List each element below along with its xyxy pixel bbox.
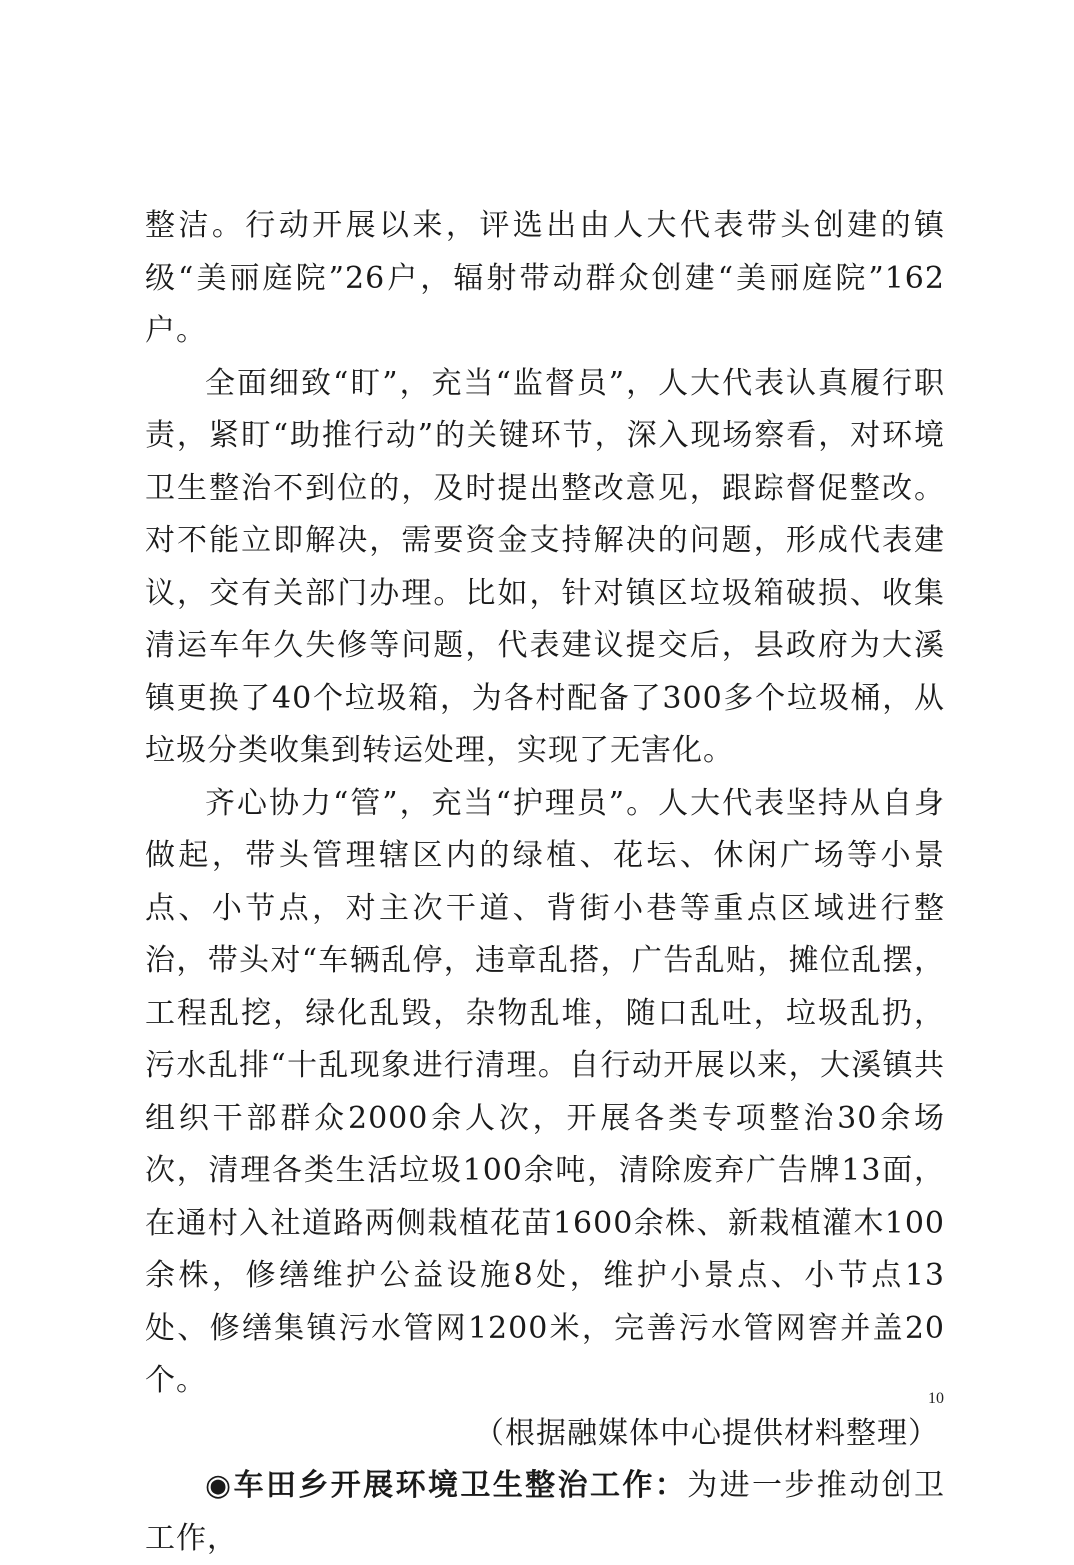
source-note: （根据融媒体中心提供材料整理）	[474, 1415, 939, 1451]
page-number: 10	[928, 1390, 944, 1407]
section-paragraph	[145, 1460, 945, 1565]
paragraph-1: 整洁。行动开展以来，评选出由人大代表带头创建的镇级“美丽庭院”26户，辐射带动群众创建“美丽庭院”162户。	[145, 208, 945, 348]
bullet-icon: ◉	[205, 1468, 234, 1503]
section-text: 为进一步推动创卫工作，	[145, 1468, 945, 1556]
paragraph-3: 齐心协力“管”，充当“护理员”。人大代表坚持从自身做起，带头管理辖区内的绿植、花坛、休闲广场等小景点、小节点，对主次干道、背街小巷等重点区域进行整治，带头对“车辆乱停，违章乱搭，广告乱贴，摊位乱摆，工程乱挖，绿化乱毁，杂物乱堆，随口乱吐，垃圾乱扔，污水乱排“十乱现象进行清理。自行动开展以来，大溪镇共组织干部群众2000余人次，开展各类专项整治30余场次，清理各类生活垃圾100余吨，清除废弃广告牌13面，在通村入社道路两侧栽植花苗1600余株、新栽植灌木100余株，修缮维护公益设施8处，维护小景点、小节点13处、修缮集镇污水管网1200米，完善污水管网窖并盖20个。	[145, 785, 945, 1398]
body-text	[145, 200, 945, 1565]
section-heading: 车田乡开展环境卫生整治工作：	[233, 1468, 688, 1503]
paragraph-2: 全面细致“盯”，充当“监督员”，人大代表认真履行职责，紧盯“助推行动”的关键环节，深入现场察看，对环境卫生整治不到位的，及时提出整改意见，跟踪督促整改。对不能立即解决，需要资金支持解决的问题，形成代表建议，交有关部门办理。比如，针对镇区垃圾箱破损、收集清运车年久失修等问题，代表建议提交后，县政府为大溪镇更换了40个垃圾箱，为各村配备了300多个垃圾桶，从垃圾分类收集到转运处理，实现了无害化。	[145, 365, 945, 768]
